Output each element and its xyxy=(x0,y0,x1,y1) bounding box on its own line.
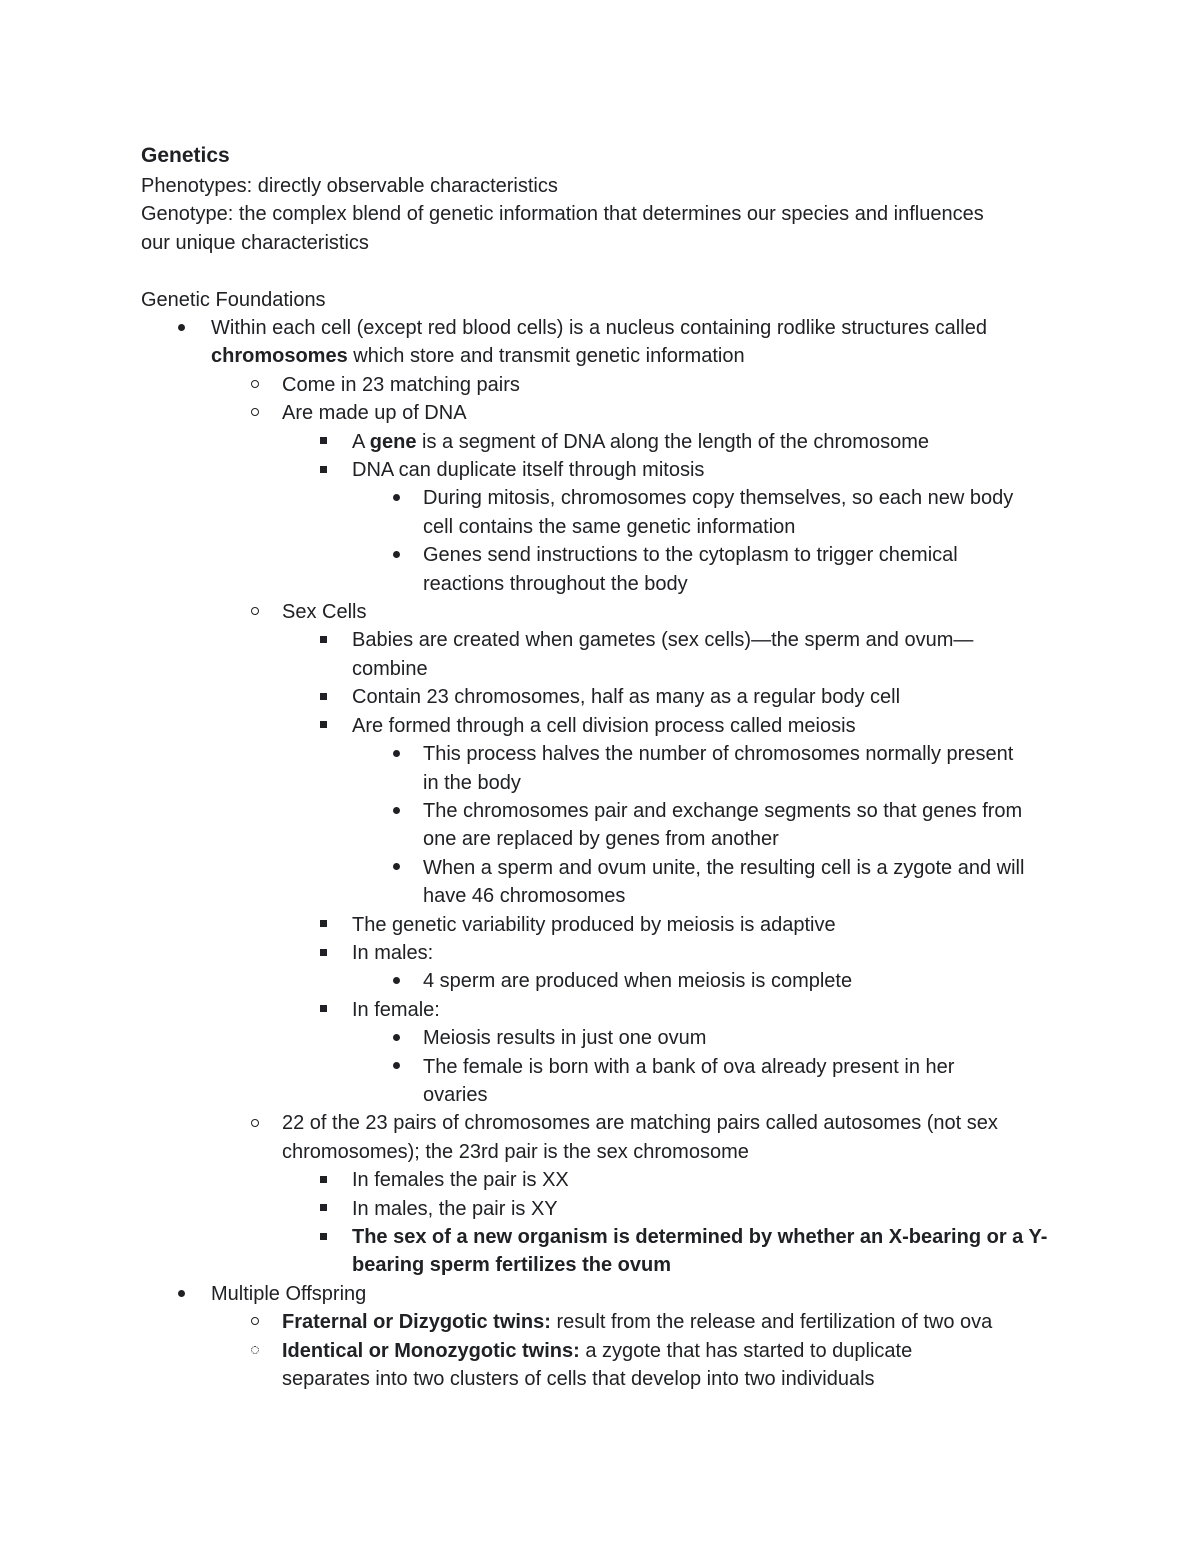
phenotypes-definition: Phenotypes: directly observable characteristics xyxy=(141,175,558,197)
contain-23-text: Contain 23 chromosomes, half as many as a regular body cell xyxy=(352,686,901,709)
list-item xyxy=(141,1195,1071,1223)
bullet-square-icon xyxy=(313,428,333,456)
bullet-disc-icon xyxy=(386,797,406,825)
chromosomes-line-2 xyxy=(211,342,1071,370)
list-item xyxy=(141,967,1071,995)
meiosis-text-2: The chromosomes pair and exchange segments so that genes from one are replaced by genes from another xyxy=(423,799,1023,851)
list-item xyxy=(141,1223,1071,1280)
bullet-circle-icon xyxy=(245,598,265,626)
gene-term: gene xyxy=(369,430,417,453)
list-item xyxy=(141,854,1071,911)
bullet-circle-icon xyxy=(245,399,265,427)
chromosomes-suffix: which store and transmit genetic information xyxy=(347,345,745,368)
bullet-disc-icon xyxy=(386,740,406,768)
mitosis-text-1: During mitosis, chromosomes copy themselves, so each new body cell contains the same genetic information xyxy=(423,487,1014,538)
section-heading: Genetic Foundations xyxy=(141,288,326,311)
bullet-square-icon xyxy=(313,683,333,711)
bullet-square-icon xyxy=(313,939,333,967)
list-item xyxy=(141,1280,1071,1308)
list-item xyxy=(141,371,1071,399)
gametes-text: Babies are created when gametes (sex cells)—the sperm and ovum— combine xyxy=(352,629,974,680)
list-item xyxy=(141,456,1071,484)
bullet-disc-icon xyxy=(386,484,406,512)
gene-suffix: is a segment of DNA along the length of the chromosome xyxy=(416,430,929,453)
bullet-circle-icon xyxy=(245,371,265,399)
bullet-circle-icon xyxy=(245,1109,265,1137)
bullet-disc-icon xyxy=(386,967,406,995)
bullet-square-icon xyxy=(313,1195,333,1223)
dna-text: Are made up of DNA xyxy=(282,402,467,425)
list-item xyxy=(141,683,1071,711)
gene-prefix: A xyxy=(352,430,370,453)
list-item xyxy=(141,314,1071,371)
bullet-disc-icon xyxy=(171,1280,191,1308)
fraternal-term: Fraternal or Dizygotic twins: xyxy=(282,1311,551,1334)
list-item xyxy=(141,399,1071,427)
fraternal-text xyxy=(282,1308,1071,1336)
bullet-disc-icon xyxy=(386,541,406,569)
meiosis-text-1: This process halves the number of chromosomes normally present in the body xyxy=(423,743,1014,794)
xy-text: In males, the pair is XY xyxy=(352,1197,558,1220)
autosomes-text: 22 of the 23 pairs of chromosomes are matching pairs called autosomes (not sex chromosomes); the 23rd pair is the sex chromosome xyxy=(282,1112,998,1163)
sex-cells-text: Sex Cells xyxy=(282,601,367,624)
gene-definition xyxy=(352,428,1071,456)
bullet-square-icon xyxy=(313,1223,333,1251)
list-item xyxy=(141,939,1071,967)
list-item xyxy=(141,996,1071,1024)
sex-determined-text: The sex of a new organism is determined by whether an X-bearing or a Y-bearing sperm fertilizes the ovum xyxy=(352,1226,1048,1277)
bullet-square-icon xyxy=(313,626,333,654)
list-item xyxy=(141,740,1071,797)
identical-term: Identical or Monozygotic twins: xyxy=(282,1339,580,1362)
list-item xyxy=(141,598,1071,626)
list-item xyxy=(141,797,1071,854)
bullet-square-icon xyxy=(313,911,333,939)
bullet-circle-dotted-icon xyxy=(245,1337,265,1365)
males-label: In males: xyxy=(352,941,434,964)
pairs-text: Come in 23 matching pairs xyxy=(282,373,520,396)
bullet-circle-icon xyxy=(245,1308,265,1336)
list-item xyxy=(141,1024,1071,1052)
meiosis-formed-text: Are formed through a cell division process called meiosis xyxy=(352,714,856,737)
list-item xyxy=(141,428,1071,456)
identical-definition: a zygote that has started to duplicate separates into two clusters of cells that develop into two individuals xyxy=(282,1339,913,1391)
bullet-disc-icon xyxy=(386,1024,406,1052)
list-item xyxy=(141,1337,1071,1394)
list-item xyxy=(141,626,1052,683)
list-item xyxy=(141,541,1063,598)
bullet-square-icon xyxy=(313,456,333,484)
males-text: 4 sperm are produced when meiosis is complete xyxy=(423,970,853,993)
list-item xyxy=(141,712,1071,740)
blank-line xyxy=(141,257,1071,285)
fraternal-definition: result from the release and fertilization of two ova xyxy=(550,1311,993,1334)
bullet-square-icon xyxy=(313,712,333,740)
list-item xyxy=(141,1053,1071,1110)
bullet-square-icon xyxy=(313,1166,333,1194)
list-item xyxy=(141,911,1071,939)
meiosis-text-3: When a sperm and ovum unite, the resulting cell is a zygote and will have 46 chromosomes xyxy=(423,856,1025,908)
identical-text xyxy=(282,1337,972,1394)
variability-text: The genetic variability produced by meiosis is adaptive xyxy=(352,913,836,936)
bullet-disc-icon xyxy=(171,314,191,342)
genotype-definition-line-1: Genotype: the complex blend of genetic information that determines our species and influences xyxy=(141,203,984,226)
females-text-1: Meiosis results in just one ovum xyxy=(423,1027,707,1050)
chromosomes-term: chromosomes xyxy=(211,345,348,368)
xx-text: In females the pair is XX xyxy=(352,1169,569,1192)
dna-duplicate-text: DNA can duplicate itself through mitosis xyxy=(352,459,705,482)
bullet-disc-icon xyxy=(386,854,406,882)
multiple-offspring-text: Multiple Offspring xyxy=(211,1282,367,1305)
list-item xyxy=(141,1308,1071,1336)
bullet-square-icon xyxy=(313,996,333,1024)
page-title: Genetics xyxy=(141,144,230,167)
list-item xyxy=(141,1166,1071,1194)
females-label: In female: xyxy=(352,998,440,1021)
females-text-2: The female is born with a bank of ova already present in her ovaries xyxy=(423,1055,955,1106)
document-page xyxy=(141,140,1071,1393)
list-item xyxy=(141,1109,1071,1166)
mitosis-text-2: Genes send instructions to the cytoplasm to trigger chemical reactions throughout the body xyxy=(423,544,958,595)
genotype-definition-line-2: our unique characteristics xyxy=(141,231,369,254)
list-item xyxy=(141,484,1063,541)
chromosomes-intro: Within each cell (except red blood cells) is a nucleus containing rodlike structures called xyxy=(211,317,987,340)
bullet-disc-icon xyxy=(386,1053,406,1081)
